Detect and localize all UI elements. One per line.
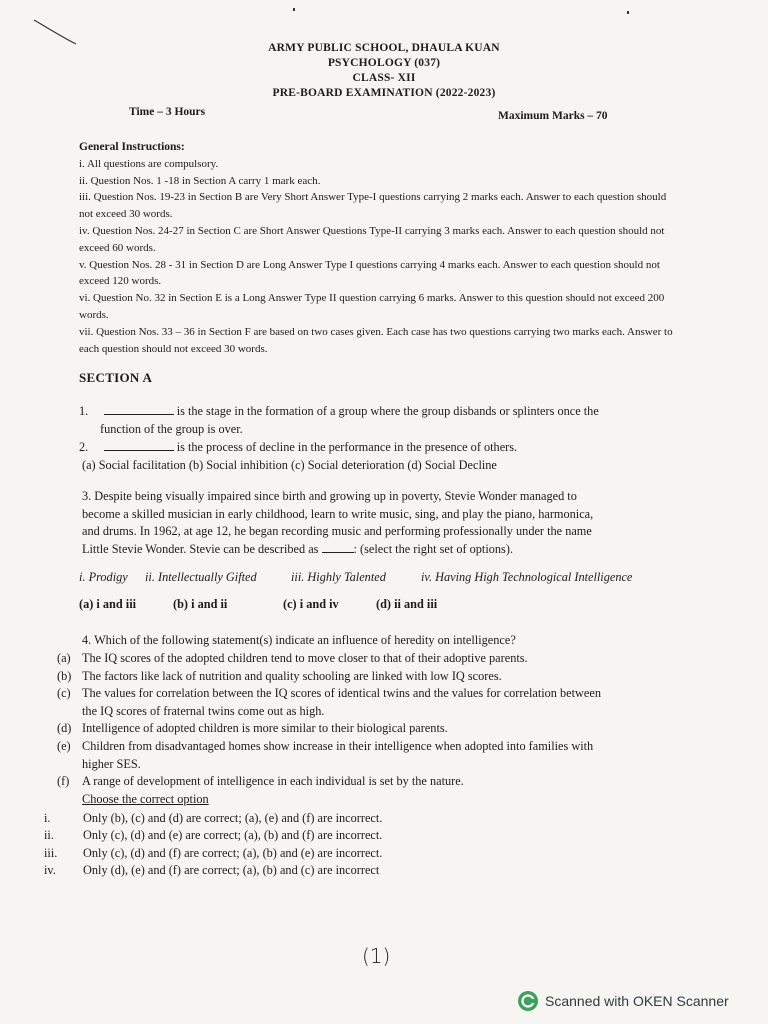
question-1 — [79, 403, 699, 421]
subject-title: PSYCHOLOGY (037) — [327, 57, 441, 69]
statement-label: (e) — [57, 738, 71, 753]
exam-title: PRE-BOARD EXAMINATION (2022-2023) — [272, 87, 496, 99]
option-label: ii. — [44, 828, 54, 843]
question-2-options: (a) Social facilitation (b) Social inhibition (c) Social deterioration (d) Social Decline — [82, 458, 497, 472]
question-3 — [82, 488, 702, 558]
instruction-item: v. Question Nos. 28 - 31 in Section D are Long Answer Type I questions carrying 4 marks each. Answer to each question should not exceed 120 words. — [79, 258, 660, 288]
answer-option — [44, 862, 684, 879]
speck — [293, 8, 295, 11]
option-text: Only (c), (d) and (f) are correct; (a), (b) and (e) are incorrect. — [83, 845, 383, 860]
statement-label: (d) — [57, 721, 72, 736]
answer-option — [44, 845, 684, 862]
answer-option: (a) i and iii — [79, 597, 137, 611]
page-number: (1) — [362, 944, 391, 968]
scanner-logo-icon — [517, 990, 539, 1012]
instruction-item: vi. Question No. 32 in Section E is a Long Answer Type II question carrying 6 marks. Answer to this question should not exceed 200 words. — [79, 292, 665, 321]
statement-text: Intelligence of adopted children is more similar to their biological parents. — [82, 721, 448, 736]
statement — [57, 720, 717, 738]
maximum-marks: Maximum Marks – 70 — [498, 110, 608, 122]
statement — [57, 650, 717, 668]
option-label: iii. — [44, 845, 58, 860]
option-label: i. — [44, 811, 51, 825]
answer-blank — [322, 541, 354, 553]
general-instructions — [79, 139, 679, 357]
exam-header — [0, 41, 768, 101]
question-text: and drums. In 1962, at age 12, he began recording music and performing professionally under the name — [82, 524, 592, 538]
statement-text: the IQ scores of fraternal twins come out as high. — [82, 703, 325, 718]
answer-option: (d) ii and iii — [376, 597, 438, 611]
question-number: 2. — [79, 440, 89, 454]
statement — [57, 685, 717, 703]
instruction-item: i. All questions are compulsory. — [79, 157, 219, 170]
statement-label: (f) — [57, 774, 70, 789]
statement-text: The IQ scores of the adopted children tend to move closer to that of their adoptive parents. — [82, 651, 528, 665]
answer-blank — [104, 439, 174, 451]
statement-text: The values for correlation between the IQ scores of identical twins and the values for correlation between — [82, 686, 601, 701]
statement-label: (b) — [57, 668, 72, 683]
question-text: Little Stevie Wonder. Stevie can be described as — [82, 541, 319, 556]
instruction-item: iii. Question Nos. 19-23 in Section B are Very Short Answer Type-I questions carrying 2 marks each. Answer to each question should not exceed 30 words. — [79, 191, 667, 221]
choice: ii. Intellectually Gifted — [145, 570, 257, 584]
choice: iv. Having High Technological Intelligence — [421, 570, 633, 584]
question-text: is the process of decline in the performance in the presence of others. — [176, 440, 518, 454]
statement-text: Children from disadvantaged homes show increase in their intelligence when adopted into families with — [82, 738, 594, 753]
statement-text: The factors like lack of nutrition and quality schooling are linked with low IQ scores. — [82, 668, 502, 683]
instruction-item: vii. Question Nos. 33 – 36 in Section F are based on two cases given. Each case has two questions carrying two marks each. Answer to each question should not exceed 30 words. — [79, 325, 673, 355]
answer-blank — [104, 403, 174, 415]
question-text: 3. Despite being visually impaired since birth and growing up in poverty, Stevie Wonder managed to — [82, 489, 577, 503]
class-title: CLASS- XII — [352, 72, 416, 84]
section-title: SECTION A — [79, 370, 153, 385]
statement-text: A range of development of intelligence in each individual is set by the nature. — [82, 774, 464, 789]
scanner-text: Scanned with OKEN Scanner — [545, 993, 729, 1009]
statement-label: (a) — [57, 651, 71, 665]
instruction-item: iv. Question Nos. 24-27 in Section C are Short Answer Questions Type-II carrying 3 marks each. Answer to each question should not exceed 60 words. — [79, 224, 665, 254]
choice: i. Prodigy — [79, 570, 128, 584]
option-text: Only (c), (d) and (e) are correct; (a), (b) and (f) are incorrect. — [83, 828, 383, 843]
choose-instruction — [57, 791, 717, 809]
question-number: 1. — [79, 404, 89, 418]
question-text: is the stage in the formation of a group where the group disbands or splinters once the — [176, 404, 599, 418]
scanner-watermark — [517, 990, 729, 1012]
question-2 — [79, 439, 699, 457]
answer-option: (b) i and ii — [173, 597, 228, 611]
question-text: become a skilled musician in early childhood, learn to write music, sing, and play the piano, harmonica, — [82, 506, 594, 521]
answer-option — [44, 810, 684, 827]
question-1-continued: function of the group is over. — [100, 422, 243, 436]
choice: iii. Highly Talented — [291, 570, 386, 584]
statement — [57, 668, 717, 686]
statement-continued — [57, 756, 717, 774]
statement-text: higher SES. — [82, 756, 141, 771]
option-text: Only (b), (c) and (d) are correct; (a), (e) and (f) are incorrect. — [83, 811, 383, 825]
option-text: Only (d), (e) and (f) are correct; (a), (b) and (c) are incorrect — [83, 863, 380, 878]
question-3-choices — [79, 569, 699, 587]
statement-continued — [57, 703, 717, 721]
choose-text: Choose the correct option — [82, 791, 209, 806]
question-4-statements — [57, 650, 717, 808]
question-3-answers — [79, 596, 579, 614]
question-4-stem: 4. Which of the following statement(s) indicate an influence of heredity on intelligence? — [82, 633, 516, 647]
instructions-heading: General Instructions: — [79, 141, 185, 153]
speck — [627, 11, 629, 14]
statement-label: (c) — [57, 686, 71, 701]
answer-option: (c) i and iv — [283, 597, 339, 611]
instruction-item: ii. Question Nos. 1 -18 in Section A carry 1 mark each. — [79, 174, 321, 187]
statement — [57, 773, 717, 791]
statement — [57, 738, 717, 756]
question-4-options — [44, 810, 684, 880]
question-text: : (select the right set of options). — [353, 541, 514, 556]
answer-option — [44, 827, 684, 844]
school-name: ARMY PUBLIC SCHOOL, DHAULA KUAN — [268, 42, 500, 54]
option-label: iv. — [44, 863, 56, 878]
time-allowed: Time – 3 Hours — [129, 106, 206, 118]
